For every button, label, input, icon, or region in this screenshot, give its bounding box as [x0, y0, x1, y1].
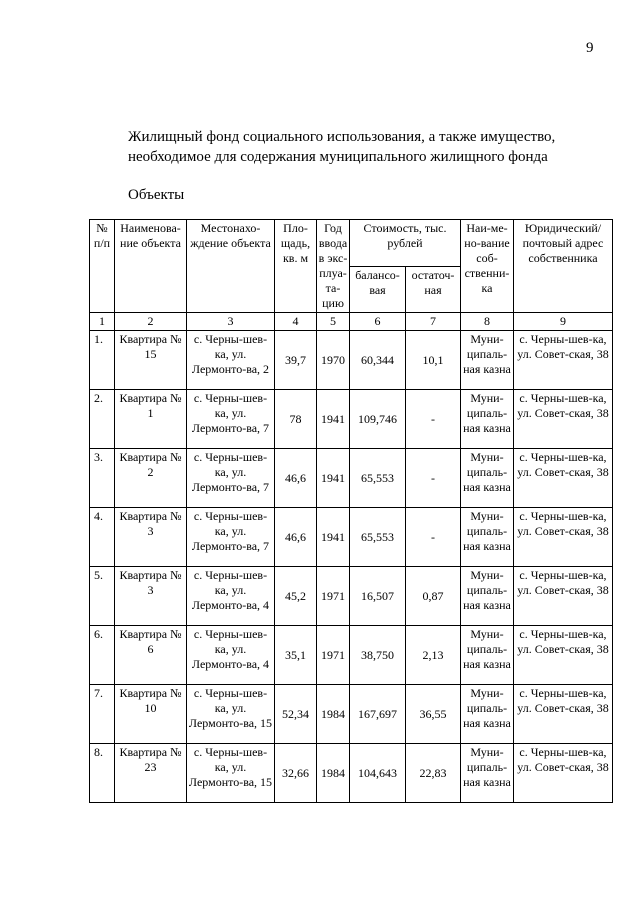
column-index: 2 — [115, 313, 187, 331]
table-row — [90, 744, 613, 803]
header-owner-address: Юридический/ почтовый адрес собственника — [514, 220, 613, 313]
table-row — [90, 331, 613, 390]
residual-cost: 0,87 — [406, 567, 461, 626]
balance-cost: 65,553 — [350, 449, 406, 508]
commission-year: 1941 — [317, 449, 350, 508]
header-num: № п/п — [90, 220, 115, 313]
object-location: с. Черны-шев-ка, ул. Лермонто-ва, 4 — [187, 626, 275, 685]
row-number: 3. — [90, 449, 115, 508]
object-location: с. Черны-шев-ка, ул. Лермонто-ва, 2 — [187, 331, 275, 390]
residual-cost: 36,55 — [406, 685, 461, 744]
residual-cost: 10,1 — [406, 331, 461, 390]
object-area: 39,7 — [275, 331, 317, 390]
table-row — [90, 449, 613, 508]
residual-cost: - — [406, 390, 461, 449]
object-area: 52,34 — [275, 685, 317, 744]
object-name: Квартира № 10 — [115, 685, 187, 744]
owner-name: Муни-ципаль-ная казна — [461, 449, 514, 508]
header-cost-group: Стоимость, тыс. рублей — [350, 220, 461, 267]
table-row — [90, 567, 613, 626]
column-index: 1 — [90, 313, 115, 331]
row-number: 6. — [90, 626, 115, 685]
object-location: с. Черны-шев-ка, ул. Лермонто-ва, 7 — [187, 449, 275, 508]
header-balance: балансо-вая — [350, 266, 406, 313]
object-name: Квартира № 3 — [115, 508, 187, 567]
object-area: 45,2 — [275, 567, 317, 626]
object-location: с. Черны-шев-ка, ул. Лермонто-ва, 15 — [187, 744, 275, 803]
column-index-row — [90, 313, 613, 331]
heading-line-2: необходимое для содержания муниципального жилищного фонда — [128, 149, 548, 165]
object-location: с. Черны-шев-ка, ул. Лермонто-ва, 7 — [187, 508, 275, 567]
object-name: Квартира № 6 — [115, 626, 187, 685]
residual-cost: 2,13 — [406, 626, 461, 685]
owner-address: с. Черны-шев-ка, ул. Совет-ская, 38 — [514, 685, 613, 744]
commission-year: 1984 — [317, 685, 350, 744]
commission-year: 1970 — [317, 331, 350, 390]
header-area: Пло-щадь, кв. м — [275, 220, 317, 313]
header-year: Год ввода в экс-плуа-та-цию — [317, 220, 350, 313]
owner-address: с. Черны-шев-ка, ул. Совет-ская, 38 — [514, 390, 613, 449]
header-row — [90, 220, 613, 267]
balance-cost: 38,750 — [350, 626, 406, 685]
column-index: 9 — [514, 313, 613, 331]
object-location: с. Черны-шев-ка, ул. Лермонто-ва, 4 — [187, 567, 275, 626]
residual-cost: - — [406, 449, 461, 508]
column-index: 3 — [187, 313, 275, 331]
object-name: Квартира № 1 — [115, 390, 187, 449]
balance-cost: 16,507 — [350, 567, 406, 626]
column-index: 5 — [317, 313, 350, 331]
table-row — [90, 390, 613, 449]
commission-year: 1984 — [317, 744, 350, 803]
owner-name: Муни-ципаль-ная казна — [461, 744, 514, 803]
owner-address: с. Черны-шев-ка, ул. Совет-ская, 38 — [514, 626, 613, 685]
table-row — [90, 626, 613, 685]
object-area: 32,66 — [275, 744, 317, 803]
column-index: 4 — [275, 313, 317, 331]
owner-address: с. Черны-шев-ка, ул. Совет-ская, 38 — [514, 567, 613, 626]
object-name: Квартира № 23 — [115, 744, 187, 803]
table-row — [90, 685, 613, 744]
row-number: 4. — [90, 508, 115, 567]
owner-name: Муни-ципаль-ная казна — [461, 508, 514, 567]
row-number: 2. — [90, 390, 115, 449]
owner-name: Муни-ципаль-ная казна — [461, 331, 514, 390]
owner-address: с. Черны-шев-ка, ул. Совет-ская, 38 — [514, 508, 613, 567]
row-number: 5. — [90, 567, 115, 626]
object-location: с. Черны-шев-ка, ул. Лермонто-ва, 15 — [187, 685, 275, 744]
commission-year: 1941 — [317, 390, 350, 449]
owner-address: с. Черны-шев-ка, ул. Совет-ская, 38 — [514, 331, 613, 390]
object-name: Квартира № 15 — [115, 331, 187, 390]
commission-year: 1941 — [317, 508, 350, 567]
owner-name: Муни-ципаль-ная казна — [461, 390, 514, 449]
row-number: 8. — [90, 744, 115, 803]
column-index: 8 — [461, 313, 514, 331]
residual-cost: - — [406, 508, 461, 567]
column-index: 6 — [350, 313, 406, 331]
object-area: 46,6 — [275, 449, 317, 508]
row-number: 1. — [90, 331, 115, 390]
object-name: Квартира № 3 — [115, 567, 187, 626]
balance-cost: 60,344 — [350, 331, 406, 390]
header-location: Местонахо-ждение объекта — [187, 220, 275, 313]
table-row — [90, 508, 613, 567]
balance-cost: 109,746 — [350, 390, 406, 449]
objects-subheading: Объекты — [128, 187, 185, 203]
object-location: с. Черны-шев-ка, ул. Лермонто-ва, 7 — [187, 390, 275, 449]
row-number: 7. — [90, 685, 115, 744]
residual-cost: 22,83 — [406, 744, 461, 803]
heading-line-1: Жилищный фонд социального использования, а также имущество, — [128, 129, 556, 145]
object-area: 46,6 — [275, 508, 317, 567]
header-residual: остаточ-ная — [406, 266, 461, 313]
object-area: 35,1 — [275, 626, 317, 685]
owner-name: Муни-ципаль-ная казна — [461, 626, 514, 685]
owner-address: с. Черны-шев-ка, ул. Совет-ская, 38 — [514, 744, 613, 803]
balance-cost: 104,643 — [350, 744, 406, 803]
owner-address: с. Черны-шев-ка, ул. Совет-ская, 38 — [514, 449, 613, 508]
header-owner-name: Наи-ме-но-вание соб-ственни-ка — [461, 220, 514, 313]
section-heading — [128, 127, 598, 167]
commission-year: 1971 — [317, 567, 350, 626]
commission-year: 1971 — [317, 626, 350, 685]
object-name: Квартира № 2 — [115, 449, 187, 508]
header-name: Наименова-ние объекта — [115, 220, 187, 313]
page-number: 9 — [586, 40, 594, 56]
owner-name: Муни-ципаль-ная казна — [461, 685, 514, 744]
owner-name: Муни-ципаль-ная казна — [461, 567, 514, 626]
balance-cost: 65,553 — [350, 508, 406, 567]
housing-registry-table — [89, 219, 613, 803]
column-index: 7 — [406, 313, 461, 331]
balance-cost: 167,697 — [350, 685, 406, 744]
object-area: 78 — [275, 390, 317, 449]
